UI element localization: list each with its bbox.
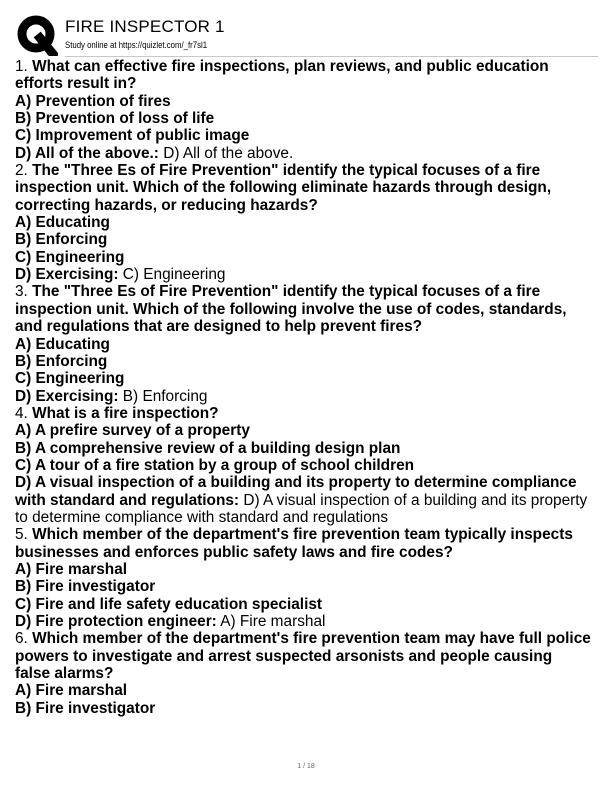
answer-text: D) All of the above. (158, 144, 294, 162)
question-text: inspection unit. Which of the following involve the use of codes, standards, (15, 300, 567, 318)
question-text-line (15, 162, 605, 179)
question-text: C) Improvement of public image (15, 127, 250, 145)
question-line (15, 266, 605, 283)
question-text: Which member of the department's fire prevention team may have full police (27, 630, 591, 648)
question-line (15, 214, 605, 231)
question-line (15, 318, 605, 335)
answer-text: D) A visual inspection of a building and its property (239, 491, 588, 509)
question-text: false alarms? (15, 665, 114, 683)
question-text: C) Engineering (15, 370, 125, 388)
question-text: B) Prevention of loss of life (15, 110, 215, 128)
question-text: The "Three Es of Fire Prevention" identify the typical focuses of a fire (27, 283, 541, 301)
question-number: 4. (15, 404, 28, 422)
question-number: 1. (15, 58, 28, 75)
question-text: A) Educating (15, 214, 110, 232)
question-text: What can effective fire inspections, plan reviews, and public education (27, 58, 549, 75)
question-text-line (15, 526, 605, 543)
question-block (15, 526, 605, 630)
question-text-line (15, 283, 605, 300)
question-text: A) Fire marshal (15, 682, 128, 700)
question-text: B) Fire investigator (15, 699, 156, 717)
question-text: A) A prefire survey of a property (15, 422, 250, 440)
question-number: 5. (15, 526, 28, 544)
question-line (15, 249, 605, 266)
question-text: efforts result in? (15, 75, 137, 93)
question-text: The "Three Es of Fire Prevention" identify the typical focuses of a fire (27, 162, 541, 180)
question-text: What is a fire inspection? (27, 404, 219, 422)
question-line (15, 110, 605, 127)
question-text: C) A tour of a fire station by a group of school children (15, 456, 415, 474)
question-text: D) A visual inspection of a building and its property to determine compliance (15, 474, 577, 492)
question-line (15, 561, 605, 578)
question-text: powers to investigate and arrest suspected arsonists and people causing (15, 647, 553, 665)
question-line (15, 353, 605, 370)
question-text: B) Fire investigator (15, 578, 156, 596)
question-line (15, 422, 605, 439)
question-text: Which member of the department's fire prevention team typically inspects (27, 526, 573, 544)
question-text: B) A comprehensive review of a building design plan (15, 439, 401, 457)
question-line (15, 544, 605, 561)
question-list (15, 58, 605, 717)
question-text: D) Fire protection engineer: (15, 613, 217, 630)
question-text: and regulations that are designed to help prevent fires? (15, 318, 423, 336)
question-line (15, 145, 605, 162)
question-line (15, 648, 605, 665)
question-text: D) Exercising: (15, 387, 119, 405)
question-block (15, 630, 605, 717)
question-block (15, 162, 605, 283)
answer-text: A) Fire marshal (216, 613, 326, 630)
question-line (15, 457, 605, 474)
question-text-line (15, 630, 605, 647)
answer-text: C) Engineering (118, 266, 226, 284)
question-text: A) Fire marshal (15, 560, 128, 578)
answer-text: to determine compliance with standard and regulations (15, 508, 389, 526)
question-line (15, 474, 605, 491)
page-header (14, 12, 598, 58)
question-line (15, 665, 605, 682)
question-line (15, 700, 605, 717)
question-line (15, 509, 605, 526)
question-line (15, 301, 605, 318)
document-title: FIRE INSPECTOR 1 (65, 17, 225, 36)
question-number: 6. (15, 630, 28, 648)
question-line (15, 440, 605, 457)
question-line (15, 336, 605, 353)
question-line (15, 370, 605, 387)
question-line (15, 613, 605, 630)
question-line (15, 179, 605, 196)
question-text: correcting hazards, or reducing hazards? (15, 196, 318, 214)
header-divider (65, 56, 598, 57)
question-number: 2. (15, 162, 28, 180)
question-text: with standard and regulations: (15, 491, 240, 509)
question-number: 3. (15, 283, 28, 301)
question-line (15, 578, 605, 595)
quizlet-logo-icon (16, 14, 58, 56)
question-block (15, 283, 605, 404)
question-text: C) Fire and life safety education specialist (15, 595, 323, 613)
question-line (15, 492, 605, 509)
question-text: B) Enforcing (15, 352, 108, 370)
question-line (15, 388, 605, 405)
question-block (15, 405, 605, 526)
question-line (15, 197, 605, 214)
question-line (15, 231, 605, 248)
question-text: C) Engineering (15, 248, 125, 266)
question-text: A) Prevention of fires (15, 92, 171, 110)
study-online-link[interactable]: Study online at https://quizlet.com/_fr7sl1 (65, 40, 208, 51)
question-text: inspection unit. Which of the following eliminate hazards through design, (15, 179, 552, 197)
question-text: A) Educating (15, 335, 110, 353)
answer-text: B) Enforcing (118, 387, 208, 405)
question-block (15, 58, 605, 162)
question-text: D) All of the above.: (15, 144, 159, 162)
question-line (15, 127, 605, 144)
page-number: 1 / 18 (297, 763, 315, 770)
question-text-line (15, 58, 605, 75)
question-line (15, 596, 605, 613)
question-line (15, 682, 605, 699)
question-line (15, 93, 605, 110)
question-line (15, 75, 605, 92)
question-text: B) Enforcing (15, 231, 108, 249)
question-text: D) Exercising: (15, 266, 119, 284)
question-text: businesses and enforces public safety laws and fire codes? (15, 543, 453, 561)
question-text-line (15, 405, 605, 422)
